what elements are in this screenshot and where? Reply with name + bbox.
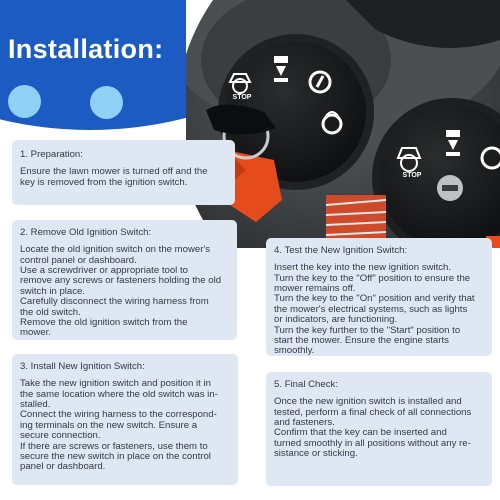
step-body: Ensure the lawn mower is turned off and the key is removed from the ignition switch. (20, 166, 208, 188)
step-body: Locate the old ignition switch on the mower's control panel or dashboard. Use a screwdriver or appropriate tool to remove any screws or fasteners holding the old switch in place. Carefully disconnect the wiring harness from the old switch. Remove the old ignition switch from the mower. (20, 244, 222, 339)
step-card-install-new-switch (12, 354, 238, 485)
step-title: 3. Install New Ignition Switch: (20, 361, 145, 372)
decorative-dot (90, 86, 123, 119)
step-body: Take the new ignition switch and position it in the same location where the old switch was in- stalled. Connect the wiring harness to the correspond- ing terminals on the new switch. Ensure a secure connection. If there are screws or fasteners, use them to secure the new switch in place on the control panel or dashboard. (20, 378, 218, 473)
stop-label: STOP (232, 94, 252, 101)
step-card-test-new-switch (266, 238, 492, 356)
stop-label-secondary: STOP (402, 172, 422, 179)
step-body: Insert the key into the new ignition switch. Turn the key to the "Off" position to ensure the mower remains off. Turn the key to the "On" position and verify that the mower's electrical systems, such as lights or indicators, are functioning. Turn the key further to the "Start" position to start the mower. Ensure the engine starts smoothly. (274, 262, 475, 357)
decorative-dot (8, 85, 41, 118)
ignition-switch-illustration (186, 0, 500, 248)
step-body: Once the new ignition switch is installed and tested, perform a final check of all connections and fasteners. Confirm that the key can be inserted and turned smoothly in all positions without any re- sistance or sticking. (274, 396, 472, 460)
step-title: 2. Remove Old Ignition Switch: (20, 227, 152, 238)
step-title: 4. Test the New Ignition Switch: (274, 245, 408, 256)
step-card-remove-old-switch (12, 220, 237, 340)
step-card-preparation (12, 140, 235, 205)
step-title: 1. Preparation: (20, 149, 83, 160)
step-card-final-check (266, 372, 492, 486)
page-title: Installation: (8, 34, 164, 64)
step-title: 5. Final Check: (274, 379, 338, 390)
ignition-switch-photo (186, 0, 500, 248)
